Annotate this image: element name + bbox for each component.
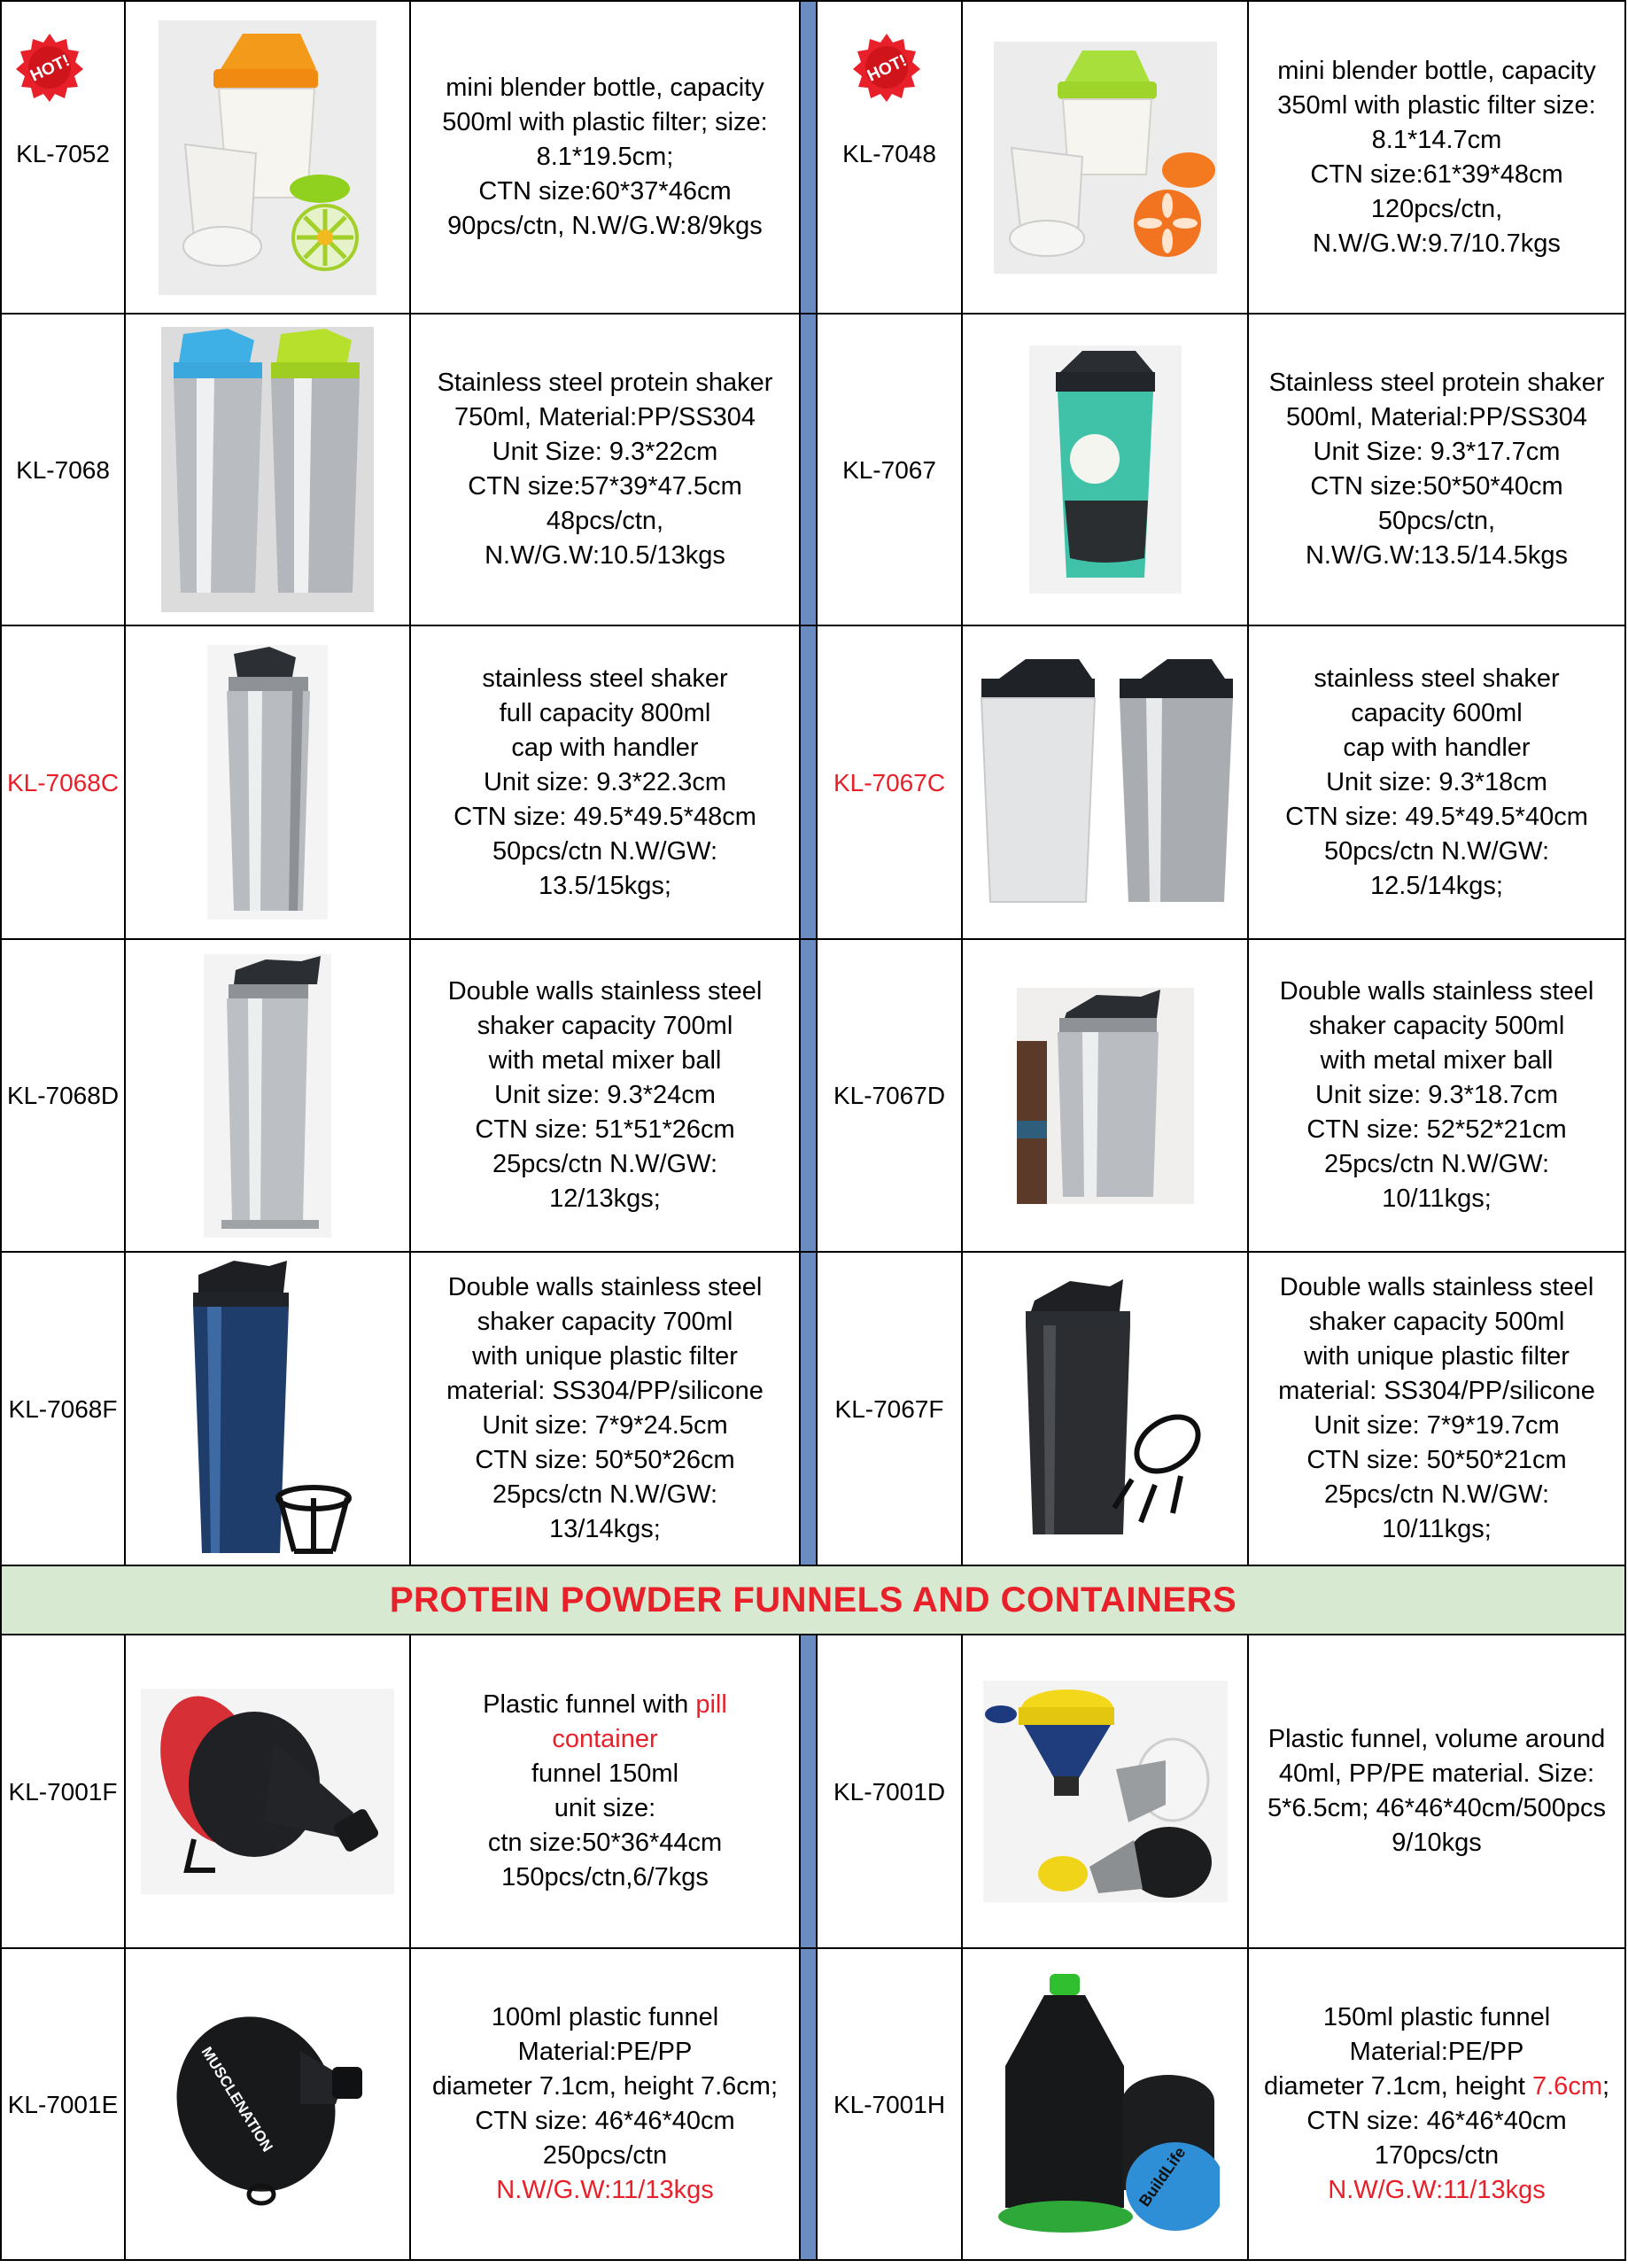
product-photo-cell [962, 939, 1248, 1252]
product-description: Stainless steel protein shaker 500ml, Material:PP/SS304 Unit Size: 9.3*17.7cm CTN size:50*50*40cm 50pcs/ctn, N.W/G.W:13.5/14.5kgs [1248, 314, 1625, 625]
black-shaker-with-filter-photo [999, 1276, 1212, 1542]
product-code: KL-7068F [1, 1252, 125, 1565]
section-heading: PROTEIN POWDER FUNNELS AND CONTAINERS [1, 1565, 1625, 1635]
product-code: KL-7068C [1, 625, 125, 939]
column-divider [800, 1252, 817, 1565]
product-row [1, 1252, 1625, 1565]
column-divider [800, 625, 817, 939]
product-code: KL-7001E [1, 1948, 125, 2260]
double-wall-shaker-700ml-photo [204, 954, 331, 1238]
svg-text:HOT!: HOT! [864, 50, 911, 86]
product-description: Plastic funnel, volume around 40ml, PP/PE material. Size: 5*6.5cm; 46*46*40cm/500pcs 9/10kgs [1248, 1635, 1625, 1948]
product-description: Stainless steel protein shaker 750ml, Material:PP/SS304 Unit Size: 9.3*22cm CTN size:57*39*47.5cm 48pcs/ctn, N.W/G.W:10.5/13kgs [410, 314, 800, 625]
product-code: KL-7068D [1, 939, 125, 1252]
product-photo-cell [125, 1252, 410, 1565]
product-description: Double walls stainless steel shaker capacity 500ml with metal mixer ball Unit size: 9.3*18.7cm CTN size: 52*52*21cm 25pcs/ctn N.W/GW: 10/11kgs; [1248, 939, 1625, 1252]
column-divider [800, 1635, 817, 1948]
product-row [1, 625, 1625, 939]
product-code: KL-7067 [817, 314, 962, 625]
product-code: KL-7067D [817, 939, 962, 1252]
product-row [1, 1, 1625, 314]
product-description: 100ml plastic funnel Material:PE/PP diameter 7.1cm, height 7.6cm; CTN size: 46*46*40cm 250pcs/ctn N.W/G.W:11/13kgs [410, 1948, 800, 2260]
section-band-row [1, 1565, 1625, 1635]
product-photo-cell [125, 314, 410, 625]
column-divider [800, 1, 817, 314]
product-row [1, 1948, 1625, 2260]
stainless-shakers-blue-green-lids-photo [161, 327, 374, 612]
column-divider [800, 939, 817, 1252]
buildlife-funnel-photo [991, 1969, 1220, 2240]
hot-badge-icon [851, 32, 922, 103]
funnel-pill-container-photo [141, 1689, 394, 1894]
svg-text:MUSCLENATION: MUSCLENATION [198, 2044, 276, 2155]
product-code: KL-7001F [1, 1635, 125, 1948]
product-row [1, 314, 1625, 625]
product-description: Double walls stainless steel shaker capacity 700ml with metal mixer ball Unit size: 9.3*24cm CTN size: 51*51*26cm 25pcs/ctn N.W/GW: 12/13kgs; [410, 939, 800, 1252]
double-wall-shaker-500ml-photo [1017, 988, 1194, 1204]
product-photo-cell [962, 1635, 1248, 1948]
product-description: Double walls stainless steel shaker capacity 700ml with unique plastic filter material: SS304/PP/silicone Unit size: 7*9*24.5cm CTN size: 50*50*26cm 25pcs/ctn N.W/GW: 13/14kgs; [410, 1252, 800, 1565]
musclenation-funnel-photo [167, 1998, 368, 2210]
svg-text:BuildLife: BuildLife [1135, 2143, 1189, 2210]
product-code-cell: HOT! KL-7048 [817, 1, 962, 314]
column-divider [800, 1948, 817, 2260]
product-photo-cell [125, 1635, 410, 1948]
product-photo-cell [125, 1, 410, 314]
product-photo-cell [962, 1948, 1248, 2260]
product-photo-cell [962, 1252, 1248, 1565]
product-description: stainless steel shaker full capacity 800ml cap with handler Unit size: 9.3*22.3cm CTN size: 49.5*49.5*48cm 50pcs/ctn N.W/GW: 13.5/15kgs; [410, 625, 800, 939]
product-photo-cell [962, 625, 1248, 939]
product-photo-cell [125, 1948, 410, 2260]
hot-badge-icon [14, 32, 85, 103]
svg-text:HOT!: HOT! [27, 50, 74, 86]
product-description: Double walls stainless steel shaker capacity 500ml with unique plastic filter material: SS304/PP/silicone Unit size: 7*9*19.7cm CTN size: 50*50*21cm 25pcs/ctn N.W/GW: 10/11kgs; [1248, 1252, 1625, 1565]
product-code-cell: HOT! KL-7052 [1, 1, 125, 314]
blender-bottle-green-lid-photo [994, 42, 1217, 274]
product-description: mini blender bottle, capacity 500ml with plastic filter; size: 8.1*19.5cm; CTN size:60*37*46cm 90pcs/ctn, N.W/G.W:8/9kgs [410, 1, 800, 314]
product-photo-cell [962, 1, 1248, 314]
column-divider [800, 314, 817, 625]
product-row [1, 939, 1625, 1252]
product-photo-cell [962, 314, 1248, 625]
product-description: Plastic funnel with pill container funnel 150ml unit size: ctn size:50*36*44cm 150pcs/ctn,6/7kgs [410, 1635, 800, 1948]
blue-shaker-with-filter-photo [181, 1257, 354, 1560]
product-code: KL-7001H [817, 1948, 962, 2260]
product-description: stainless steel shaker capacity 600ml cap with handler Unit size: 9.3*18cm CTN size: 49.5*49.5*40cm 50pcs/ctn N.W/GW: 12.5/14kgs; [1248, 625, 1625, 939]
teal-shaker-photo [1029, 346, 1182, 594]
product-description: mini blender bottle, capacity 350ml with plastic filter size: 8.1*14.7cm CTN size:61*39*48cm 120pcs/ctn, N.W/G.W:9.7/10.7kgs [1248, 1, 1625, 314]
product-code: KL-7067F [817, 1252, 962, 1565]
product-code: KL-7067C [817, 625, 962, 939]
blender-bottle-orange-lid-photo [159, 20, 376, 295]
product-description: 150ml plastic funnel Material:PE/PP diameter 7.1cm, height 7.6cm; CTN size: 46*46*40cm 170pcs/ctn N.W/G.W:11/13kgs [1248, 1948, 1625, 2260]
product-photo-cell [125, 625, 410, 939]
steel-shaker-800ml-photo [207, 645, 328, 920]
white-and-steel-shakers-photo [973, 654, 1238, 911]
product-code: KL-7001D [817, 1635, 962, 1948]
funnels-yellow-caps-photo [983, 1681, 1228, 1902]
product-code: KL-7068 [1, 314, 125, 625]
product-row [1, 1635, 1625, 1948]
product-photo-cell [125, 939, 410, 1252]
